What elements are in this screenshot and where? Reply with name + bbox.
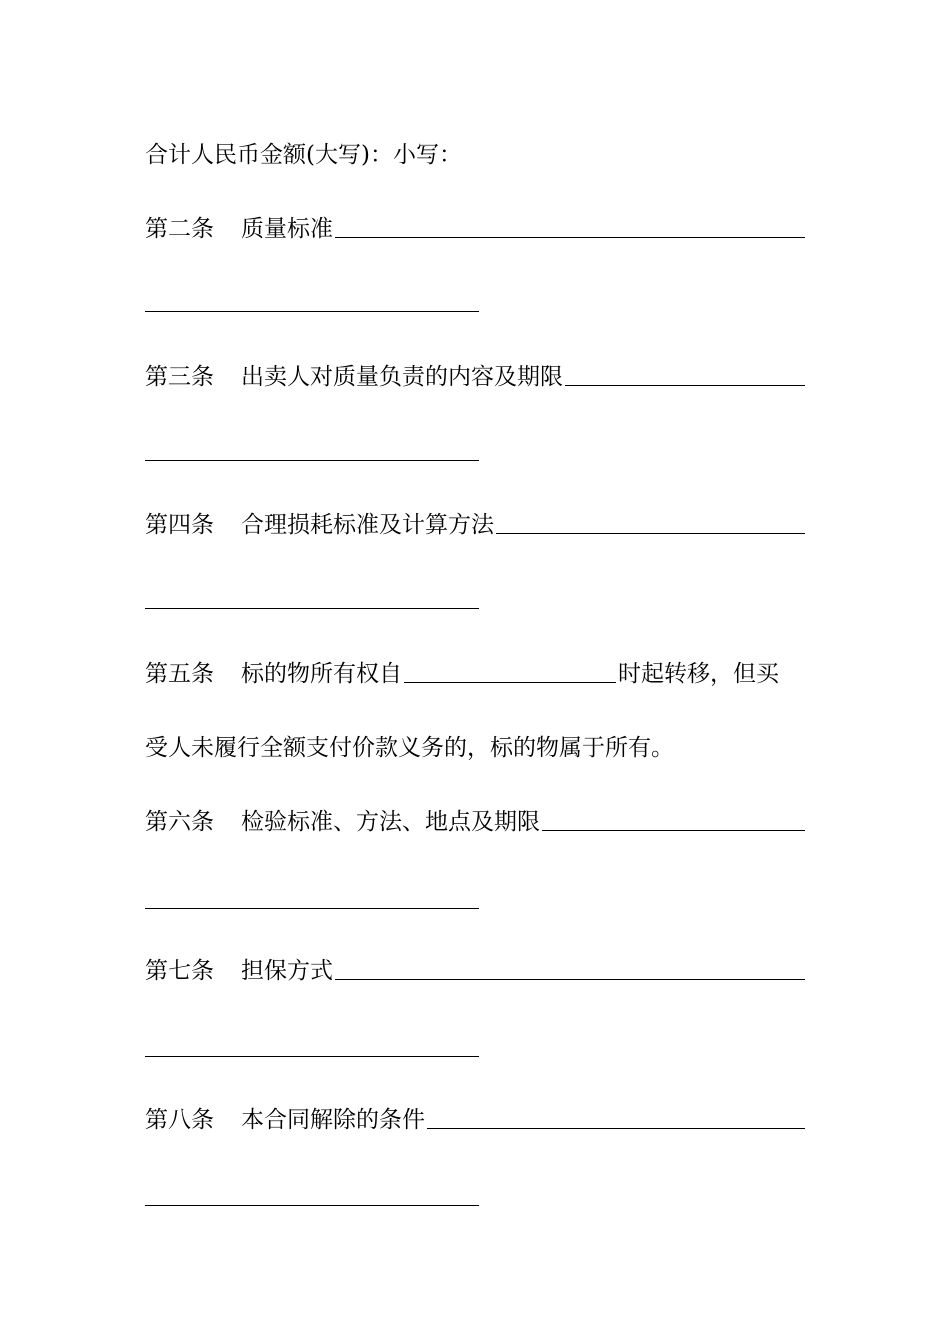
- article-5: [145, 655, 805, 689]
- article-3: [145, 358, 805, 392]
- article-text-after: 时起转移，但买: [618, 661, 779, 687]
- continuation-blank[interactable]: [145, 1055, 479, 1057]
- article-8: [145, 1101, 805, 1135]
- article-6: [145, 803, 805, 837]
- article-title: 检验标准、方法、地点及期限: [241, 809, 540, 835]
- article-text-before: 标的物所有权自: [241, 661, 402, 687]
- article-title: 出卖人对质量负责的内容及期限: [241, 364, 563, 390]
- article-number: 第六条: [145, 809, 214, 835]
- fill-in-blank[interactable]: [542, 829, 805, 831]
- continuation-blank[interactable]: [145, 1204, 479, 1206]
- article-title: 担保方式: [241, 958, 333, 984]
- article-number: 第四条: [145, 512, 214, 538]
- fill-in-blank[interactable]: [404, 681, 616, 683]
- continuation-blank[interactable]: [145, 459, 479, 461]
- article-4: [145, 506, 805, 540]
- article-continuation-text: 受人未履行全额支付价款义务的，标的物属于所有。: [145, 735, 674, 761]
- continuation-blank[interactable]: [145, 907, 479, 909]
- article-number: 第三条: [145, 364, 214, 390]
- article-5-continuation: [145, 729, 805, 763]
- article-number: 第二条: [145, 216, 214, 242]
- article-title: 合理损耗标准及计算方法: [241, 512, 494, 538]
- fill-in-blank[interactable]: [565, 384, 805, 386]
- total-amount-line: [145, 136, 805, 170]
- article-number: 第五条: [145, 661, 214, 687]
- article-7: [145, 952, 805, 986]
- fill-in-blank[interactable]: [335, 236, 805, 238]
- fill-in-blank[interactable]: [427, 1127, 805, 1129]
- article-title: 质量标准: [241, 216, 333, 242]
- continuation-blank[interactable]: [145, 310, 479, 312]
- article-number: 第八条: [145, 1107, 214, 1133]
- article-number: 第七条: [145, 958, 214, 984]
- fill-in-blank[interactable]: [496, 532, 805, 534]
- article-title: 本合同解除的条件: [241, 1107, 425, 1133]
- continuation-blank[interactable]: [145, 607, 479, 609]
- article-2: [145, 210, 805, 244]
- total-amount-text: 合计人民币金额(大写)：小写：: [145, 142, 462, 168]
- fill-in-blank[interactable]: [335, 978, 805, 980]
